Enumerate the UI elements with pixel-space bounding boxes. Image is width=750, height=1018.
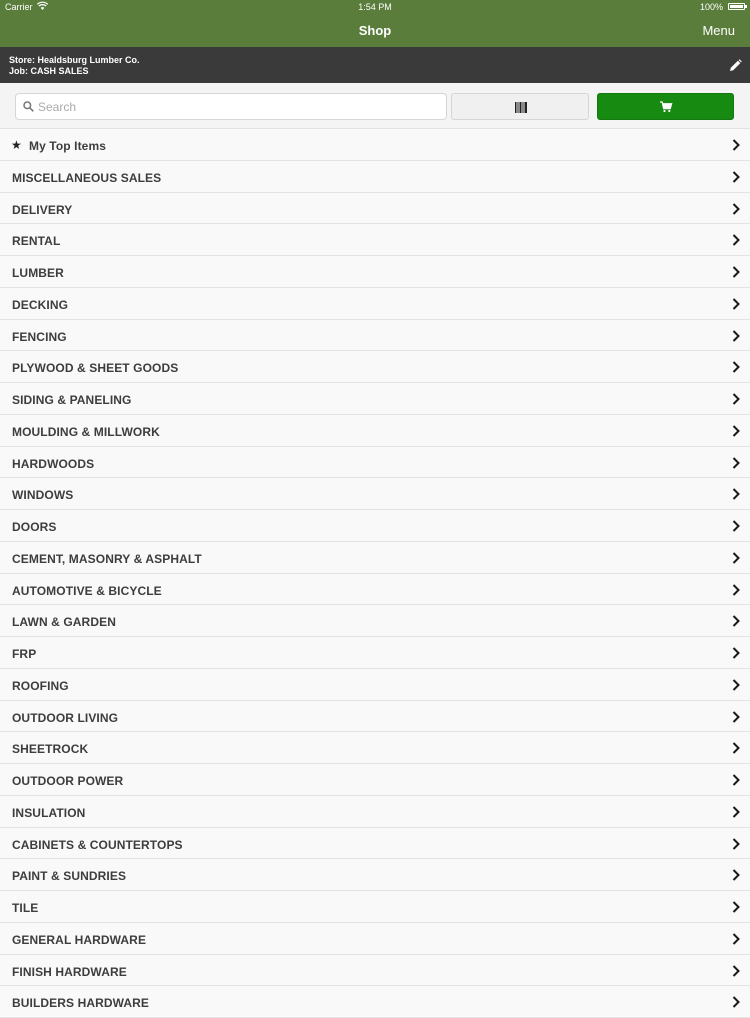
category-row[interactable]	[0, 605, 750, 637]
search-box[interactable]	[15, 93, 447, 120]
category-row[interactable]	[0, 224, 750, 256]
category-label: OUTDOOR POWER	[12, 774, 124, 788]
category-label: AUTOMOTIVE & BICYCLE	[12, 583, 162, 598]
barcode-scan-button[interactable]	[451, 93, 589, 120]
category-list	[0, 129, 750, 1018]
category-row[interactable]	[0, 732, 750, 764]
chevron-right-icon	[732, 139, 740, 151]
category-row[interactable]	[0, 256, 750, 288]
category-label: MOULDING & MILLWORK	[12, 424, 160, 439]
category-row[interactable]	[0, 637, 750, 669]
chevron-right-icon	[732, 838, 740, 850]
chevron-right-icon	[732, 901, 740, 913]
chevron-right-icon	[732, 520, 740, 532]
category-label: DOORS	[12, 520, 57, 534]
chevron-right-icon	[732, 488, 740, 500]
chevron-right-icon	[732, 234, 740, 246]
category-row[interactable]	[0, 510, 750, 542]
category-row[interactable]	[0, 764, 750, 796]
carrier-label: Carrier	[5, 2, 33, 12]
category-row[interactable]	[0, 828, 750, 860]
chevron-right-icon	[732, 869, 740, 881]
category-row[interactable]	[0, 574, 750, 606]
category-label: GENERAL HARDWARE	[12, 932, 147, 947]
category-row[interactable]	[0, 415, 750, 447]
category-label: BUILDERS HARDWARE	[12, 996, 150, 1011]
category-label: TILE	[12, 901, 39, 915]
category-row[interactable]	[0, 193, 750, 225]
category-label: HARDWOODS	[12, 456, 95, 471]
chevron-right-icon	[732, 203, 740, 215]
category-row[interactable]	[0, 542, 750, 574]
chevron-right-icon	[732, 171, 740, 183]
page-title: Shop	[358, 23, 392, 38]
category-row[interactable]	[0, 351, 750, 383]
category-row[interactable]	[0, 320, 750, 352]
category-label: CABINETS & COUNTERTOPS	[12, 837, 183, 852]
category-label: DELIVERY	[12, 202, 73, 217]
toolbar	[0, 83, 750, 129]
chevron-right-icon	[732, 647, 740, 659]
category-label: FINISH HARDWARE	[12, 964, 127, 979]
battery-percentage: 100%	[699, 2, 723, 12]
context-bar	[0, 47, 750, 83]
chevron-right-icon	[732, 298, 740, 310]
chevron-right-icon	[732, 330, 740, 342]
pencil-icon[interactable]	[729, 59, 742, 72]
job-label: Job: CASH SALES	[9, 66, 89, 76]
category-label: CEMENT, MASONRY & ASPHALT	[12, 551, 202, 566]
category-label: INSULATION	[12, 805, 86, 820]
category-label: PLYWOOD & SHEET GOODS	[12, 361, 179, 376]
barcode-icon	[515, 102, 527, 113]
chevron-right-icon	[732, 393, 740, 405]
category-row[interactable]	[0, 669, 750, 701]
category-label: LAWN & GARDEN	[12, 615, 116, 630]
battery-icon	[728, 3, 745, 10]
chevron-right-icon	[732, 774, 740, 786]
category-label: ROOFING	[12, 678, 69, 693]
category-row[interactable]	[0, 891, 750, 923]
category-label: SIDING & PANELING	[12, 393, 132, 407]
chevron-right-icon	[732, 679, 740, 691]
category-label: MISCELLANEOUS SALES	[12, 170, 162, 185]
category-row[interactable]	[0, 955, 750, 987]
category-label: SHEETROCK	[12, 742, 89, 757]
category-label: WINDOWS	[12, 488, 74, 503]
category-row[interactable]	[0, 796, 750, 828]
category-label: LUMBER	[12, 266, 64, 280]
category-row[interactable]	[0, 161, 750, 193]
clock: 1:54 PM	[358, 2, 392, 12]
chevron-right-icon	[732, 266, 740, 278]
category-label: PAINT & SUNDRIES	[12, 869, 127, 884]
chevron-right-icon	[732, 742, 740, 754]
chevron-right-icon	[732, 996, 740, 1008]
category-row[interactable]	[0, 288, 750, 320]
category-row[interactable]	[0, 923, 750, 955]
cart-button[interactable]	[597, 93, 734, 120]
status-bar	[0, 0, 750, 14]
store-label: Store: Healdsburg Lumber Co.	[9, 55, 140, 65]
chevron-right-icon	[732, 425, 740, 437]
chevron-right-icon	[732, 457, 740, 469]
cart-icon	[660, 101, 672, 113]
category-label: FENCING	[12, 329, 67, 344]
category-row[interactable]	[0, 447, 750, 479]
chevron-right-icon	[732, 361, 740, 373]
top-items-label: My Top Items	[29, 139, 106, 153]
chevron-right-icon	[732, 552, 740, 564]
star-icon: ★	[11, 138, 22, 152]
chevron-right-icon	[732, 584, 740, 596]
chevron-right-icon	[732, 615, 740, 627]
nav-bar	[0, 14, 750, 47]
menu-button[interactable]: Menu	[702, 23, 735, 38]
chevron-right-icon	[732, 965, 740, 977]
chevron-right-icon	[732, 806, 740, 818]
category-row[interactable]	[0, 478, 750, 510]
search-input[interactable]	[38, 97, 438, 117]
top-items-row[interactable]	[0, 129, 750, 161]
category-label: DECKING	[12, 297, 69, 312]
search-icon	[23, 101, 34, 112]
category-row[interactable]	[0, 986, 750, 1018]
category-label: RENTAL	[12, 234, 61, 249]
category-row[interactable]	[0, 859, 750, 891]
category-row[interactable]	[0, 383, 750, 415]
category-label: OUTDOOR LIVING	[12, 710, 119, 725]
chevron-right-icon	[732, 711, 740, 723]
category-label: FRP	[12, 647, 37, 661]
chevron-right-icon	[732, 933, 740, 945]
category-row[interactable]	[0, 701, 750, 733]
